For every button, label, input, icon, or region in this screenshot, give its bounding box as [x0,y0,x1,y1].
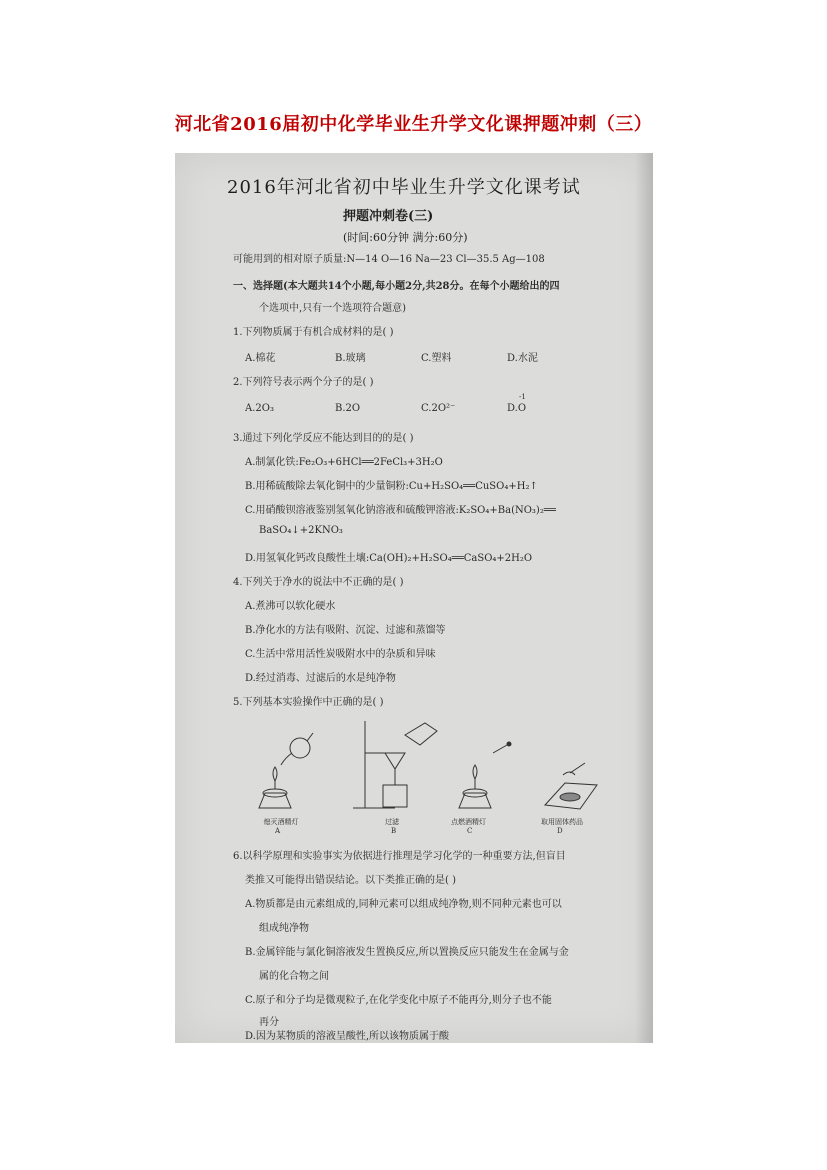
figure-b-filtration [353,721,437,808]
section-heading: 一、选择题(本大题共14个小题,每小题2分,共28分。在每个小题给出的四 [233,281,560,292]
page-edge-shadow [635,153,653,1043]
fig-d-letter: D [557,827,563,835]
q2-option-c: C.2O²⁻ [421,403,456,414]
question-1-stem: 1.下列物质属于有机合成材料的是( ) [233,327,394,338]
q3-option-c-cont: BaSO₄↓+2KNO₃ [259,525,343,536]
q4-option-c: C.生活中常用活性炭吸附水中的杂质和异味 [245,649,436,660]
atomic-masses: 可能用到的相对原子质量:N—14 O—16 Na—23 Cl—35.5 Ag—108 [233,254,545,265]
q3-option-d: D.用氢氧化钙改良酸性土壤:Ca(OH)₂+H₂SO₄══CaSO₄+2H₂O [245,553,533,564]
figure-a-blow-out-lamp [259,733,313,808]
q2-option-b: B.2O [335,403,361,414]
q4-option-b: B.净化水的方法有吸附、沉淀、过滤和蒸馏等 [245,625,446,636]
exam-time-score: (时间:60分钟 满分:60分) [343,231,468,244]
q3-option-b: B.用稀硫酸除去氧化铜中的少量铜粉:Cu+H₂SO₄══CuSO₄+H₂↑ [245,481,538,492]
q2-option-d: D.O [507,403,527,414]
q1-option-d: D.水泥 [507,353,538,364]
q2-option-d-superscript: -1 [519,393,526,401]
question-6-stem-cont: 类推又可能得出错误结论。以下类推正确的是( ) [245,875,456,886]
q6-option-c: C.原子和分子均是微观粒子,在化学变化中原子不能再分,则分子也不能 [245,995,552,1006]
q1-option-b: B.玻璃 [335,353,366,364]
fig-c-caption: 点燃酒精灯 [451,818,486,826]
q6-option-c-cont: 再分 [259,1017,279,1028]
q6-option-d: D.因为某物质的溶液呈酸性,所以该物质属于酸 [245,1031,450,1042]
figure-c-light-lamp [459,742,511,808]
question-3-stem: 3.通过下列化学反应不能达到目的的是( ) [233,433,414,444]
question-4-stem: 4.下列关于净水的说法中不正确的是( ) [233,577,404,588]
exam-title: 2016年河北省初中毕业生升学文化课考试 [227,177,581,198]
question-6-stem: 6.以科学原理和实验事实为依据进行推理是学习化学的一种重要方法,但盲目 [233,851,566,862]
q6-option-a-cont: 组成纯净物 [259,923,309,934]
fig-a-letter: A [275,827,281,835]
fig-b-letter: B [391,827,397,835]
exam-paper-photo [175,153,653,1043]
question-5-stem: 5.下列基本实验操作中正确的是( ) [233,697,384,708]
q2-option-a: A.2O₃ [245,403,274,414]
fig-d-caption: 取用固体药品 [541,818,583,826]
q1-option-a: A.棉花 [245,353,276,364]
fig-a-caption: 熄灭酒精灯 [263,818,299,826]
figure-d-take-solid [545,763,597,809]
exam-subtitle: 押题冲刺卷(三) [343,209,434,224]
fig-b-caption: 过滤 [385,818,399,826]
fig-c-letter: C [467,827,473,835]
q5-apparatus-figures [245,713,605,823]
q1-option-c: C.塑料 [421,353,452,364]
q4-option-d: D.经过消毒、过滤后的水是纯净物 [245,673,396,684]
document-title: 河北省2016届初中化学毕业生升学文化课押题冲刺（三） [174,114,653,135]
section-heading-cont: 个选项中,只有一个选项符合题意) [259,303,407,314]
q3-option-a: A.制氯化铁:Fe₂O₃+6HCl══2FeCl₃+3H₂O [245,457,443,468]
q4-option-a: A.煮沸可以软化硬水 [245,601,336,612]
q3-option-c: C.用硝酸钡溶液鉴别氢氧化钠溶液和硫酸钾溶液:K₂SO₄+Ba(NO₃)₂══ [245,505,556,516]
q6-option-b-cont: 属的化合物之间 [259,971,329,982]
question-2-stem: 2.下列符号表示两个分子的是( ) [233,377,374,388]
q6-option-a: A.物质都是由元素组成的,同种元素可以组成纯净物,则不同种元素也可以 [245,899,562,910]
q6-option-b: B.金属锌能与氯化铜溶液发生置换反应,所以置换反应只能发生在金属与金 [245,947,569,958]
